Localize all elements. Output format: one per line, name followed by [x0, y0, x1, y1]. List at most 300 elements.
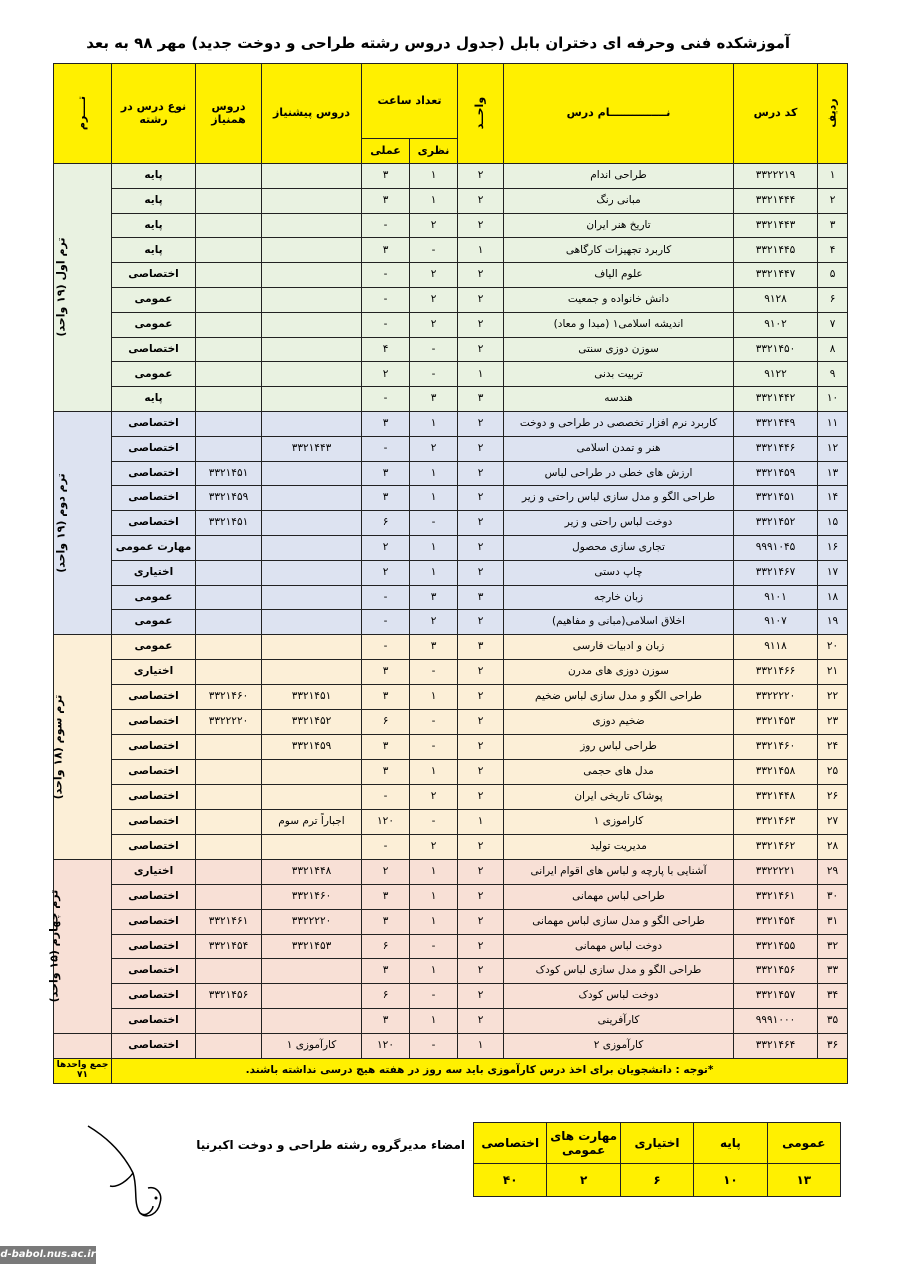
term-empty: [54, 1033, 112, 1058]
course-units: ۲: [458, 735, 504, 760]
course-units: ۲: [458, 660, 504, 685]
course-type: اختصاصی: [112, 959, 196, 984]
course-code: ۳۳۲۱۴۵۷: [734, 984, 818, 1009]
coreq-course: [196, 362, 262, 387]
course-code: ۳۳۲۱۴۴۲: [734, 387, 818, 412]
practical-hours: ۳: [362, 685, 410, 710]
course-code: ۳۳۲۱۴۴۷: [734, 263, 818, 288]
coreq-course: [196, 387, 262, 412]
header-code: کد درس: [734, 64, 818, 164]
course-type: عمومی: [112, 287, 196, 312]
term-label: ترم دوم (۱۹ واحد): [54, 473, 68, 573]
course-units: ۲: [458, 760, 504, 785]
course-row: [54, 461, 848, 486]
note-text: *توجه : دانشجویان برای اخذ درس کارآموزی باید سه روز در هفته هیچ درسی نداشته باشند.: [112, 1058, 848, 1083]
course-row: [54, 362, 848, 387]
course-type: اختصاصی: [112, 337, 196, 362]
course-name: تاریخ هنر ایران: [504, 213, 734, 238]
course-units: ۲: [458, 461, 504, 486]
course-units: ۲: [458, 436, 504, 461]
course-row: [54, 585, 848, 610]
row-number: ۴: [818, 238, 848, 263]
prereq-course: ۳۳۲۱۴۴۸: [262, 860, 362, 885]
practical-hours: ۶: [362, 984, 410, 1009]
course-code: ۹۱۲۲: [734, 362, 818, 387]
theory-hours: -: [410, 238, 458, 263]
prereq-course: [262, 411, 362, 436]
course-name: ارزش های خطی در طراحی لباس: [504, 461, 734, 486]
theory-hours: -: [410, 810, 458, 835]
coreq-course: [196, 959, 262, 984]
course-row: [54, 287, 848, 312]
practical-hours: ۲: [362, 362, 410, 387]
course-code: ۳۳۲۱۴۶۶: [734, 660, 818, 685]
course-name: هندسه: [504, 387, 734, 412]
course-type: مهارت عمومی: [112, 535, 196, 560]
prereq-course: کارآموزی ۱: [262, 1033, 362, 1058]
course-code: ۳۳۲۱۴۶۷: [734, 560, 818, 585]
course-units: ۳: [458, 635, 504, 660]
summary-value: ۱۳: [767, 1164, 840, 1197]
term-label: ترم چهارم (۱۵ واحد): [47, 889, 61, 1003]
summary-label: پایه: [694, 1123, 767, 1164]
course-name: طراحی الگو و مدل سازی لباس ضخیم: [504, 685, 734, 710]
theory-hours: ۲: [410, 835, 458, 860]
row-number: ۳۱: [818, 909, 848, 934]
row-number: ۲۹: [818, 860, 848, 885]
coreq-course: [196, 164, 262, 189]
prereq-course: [262, 486, 362, 511]
course-code: ۳۳۲۱۴۵۸: [734, 760, 818, 785]
theory-hours: -: [410, 511, 458, 536]
theory-hours: ۱: [410, 860, 458, 885]
course-type: اختصاصی: [112, 884, 196, 909]
row-number: ۱۷: [818, 560, 848, 585]
row-number: ۱۸: [818, 585, 848, 610]
course-units: ۲: [458, 835, 504, 860]
row-number: ۲: [818, 188, 848, 213]
course-type: اختصاصی: [112, 486, 196, 511]
term-label: ترم اول (۱۹ واحد): [54, 237, 68, 337]
row-number: ۲۲: [818, 685, 848, 710]
course-row: [54, 387, 848, 412]
practical-hours: -: [362, 610, 410, 635]
prereq-course: ۳۳۲۱۴۴۳: [262, 436, 362, 461]
course-units: ۱: [458, 1033, 504, 1058]
coreq-course: [196, 760, 262, 785]
course-type: اختصاصی: [112, 984, 196, 1009]
theory-hours: ۲: [410, 610, 458, 635]
coreq-course: [196, 213, 262, 238]
prereq-course: [262, 984, 362, 1009]
row-number: ۱۴: [818, 486, 848, 511]
course-type: پایه: [112, 387, 196, 412]
practical-hours: -: [362, 312, 410, 337]
course-code: ۹۱۱۸: [734, 635, 818, 660]
theory-hours: ۱: [410, 909, 458, 934]
course-type: عمومی: [112, 585, 196, 610]
course-name: طراحی الگو و مدل سازی لباس کودک: [504, 959, 734, 984]
practical-hours: ۳: [362, 238, 410, 263]
summary-value: ۲: [547, 1164, 620, 1197]
practical-hours: ۳: [362, 760, 410, 785]
course-name: هنر و تمدن اسلامی: [504, 436, 734, 461]
course-name: چاپ دستی: [504, 560, 734, 585]
course-row: [54, 1008, 848, 1033]
course-row: [54, 635, 848, 660]
coreq-course: ۳۳۲۱۴۶۱: [196, 909, 262, 934]
course-units: ۲: [458, 337, 504, 362]
course-code: ۳۳۲۱۴۶۳: [734, 810, 818, 835]
course-code: ۹۱۰۷: [734, 610, 818, 635]
row-number: ۱۲: [818, 436, 848, 461]
course-type: اختصاصی: [112, 710, 196, 735]
course-units: ۳: [458, 387, 504, 412]
header-practical: عملی: [362, 139, 410, 164]
theory-hours: ۲: [410, 263, 458, 288]
course-row: [54, 810, 848, 835]
course-row: [54, 785, 848, 810]
course-units: ۲: [458, 560, 504, 585]
course-row: [54, 934, 848, 959]
coreq-course: [196, 635, 262, 660]
practical-hours: -: [362, 387, 410, 412]
prereq-course: [262, 337, 362, 362]
practical-hours: ۱۲۰: [362, 810, 410, 835]
coreq-course: ۳۳۲۱۴۵۹: [196, 486, 262, 511]
practical-hours: -: [362, 835, 410, 860]
practical-hours: ۳: [362, 660, 410, 685]
course-row: [54, 436, 848, 461]
practical-hours: ۳: [362, 735, 410, 760]
row-number: ۶: [818, 287, 848, 312]
course-type: اختصاصی: [112, 835, 196, 860]
course-code: ۳۳۲۱۴۵۴: [734, 909, 818, 934]
course-name: ضخیم دوزی: [504, 710, 734, 735]
course-code: ۳۳۲۱۴۴۹: [734, 411, 818, 436]
row-number: ۸: [818, 337, 848, 362]
theory-hours: -: [410, 934, 458, 959]
course-name: علوم الیاف: [504, 263, 734, 288]
practical-hours: ۴: [362, 337, 410, 362]
course-body: [47, 164, 848, 1059]
prereq-course: ۳۳۲۱۴۵۲: [262, 710, 362, 735]
row-number: ۷: [818, 312, 848, 337]
course-units: ۲: [458, 909, 504, 934]
course-type: عمومی: [112, 362, 196, 387]
row-number: ۲۰: [818, 635, 848, 660]
prereq-course: [262, 238, 362, 263]
course-code: ۹۱۰۲: [734, 312, 818, 337]
theory-hours: ۲: [410, 785, 458, 810]
course-code: ۳۳۲۲۲۲۰: [734, 685, 818, 710]
theory-hours: ۱: [410, 760, 458, 785]
prereq-course: اجباراً ترم سوم: [262, 810, 362, 835]
course-type: عمومی: [112, 635, 196, 660]
coreq-course: [196, 560, 262, 585]
course-type: اختصاصی: [112, 735, 196, 760]
prereq-course: [262, 785, 362, 810]
theory-hours: -: [410, 362, 458, 387]
theory-hours: ۳: [410, 387, 458, 412]
course-row: [54, 213, 848, 238]
theory-hours: -: [410, 660, 458, 685]
practical-hours: -: [362, 635, 410, 660]
course-row: [54, 909, 848, 934]
course-code: ۳۳۲۱۴۴۸: [734, 785, 818, 810]
row-number: ۲۳: [818, 710, 848, 735]
course-row: [54, 486, 848, 511]
course-code: ۹۱۰۱: [734, 585, 818, 610]
prereq-course: [262, 312, 362, 337]
course-name: مدل های حجمی: [504, 760, 734, 785]
row-number: ۳۵: [818, 1008, 848, 1033]
course-code: ۳۳۲۱۴۴۵: [734, 238, 818, 263]
course-name: زبان و ادبیات فارسی: [504, 635, 734, 660]
course-type: اختصاصی: [112, 685, 196, 710]
practical-hours: ۳: [362, 486, 410, 511]
course-row: [54, 337, 848, 362]
course-code: ۳۳۲۱۴۵۶: [734, 959, 818, 984]
practical-hours: -: [362, 785, 410, 810]
course-name: مدیریت تولید: [504, 835, 734, 860]
course-code: ۳۳۲۱۴۵۲: [734, 511, 818, 536]
practical-hours: ۳: [362, 959, 410, 984]
practical-hours: -: [362, 213, 410, 238]
course-code: ۳۳۲۱۴۵۱: [734, 486, 818, 511]
course-name: کارآموزی ۲: [504, 1033, 734, 1058]
practical-hours: ۳: [362, 164, 410, 189]
prereq-course: [262, 461, 362, 486]
course-units: ۲: [458, 710, 504, 735]
prereq-course: ۳۳۲۱۴۵۹: [262, 735, 362, 760]
course-row: [54, 188, 848, 213]
course-type: پایه: [112, 238, 196, 263]
prereq-course: ۳۳۲۲۲۲۰: [262, 909, 362, 934]
course-code: ۳۳۲۱۴۴۳: [734, 213, 818, 238]
course-type: عمومی: [112, 610, 196, 635]
practical-hours: ۳: [362, 461, 410, 486]
course-code: ۳۳۲۱۴۵۹: [734, 461, 818, 486]
theory-hours: ۱: [410, 411, 458, 436]
coreq-course: ۳۳۲۱۴۵۶: [196, 984, 262, 1009]
course-code: ۹۹۹۱۰۰۰: [734, 1008, 818, 1033]
course-row: [54, 760, 848, 785]
course-type: اختصاصی: [112, 760, 196, 785]
course-type: اختیاری: [112, 860, 196, 885]
header-type: نوع درس در رشته: [112, 64, 196, 164]
theory-hours: ۳: [410, 635, 458, 660]
coreq-course: [196, 535, 262, 560]
prereq-course: ۳۳۲۱۴۵۳: [262, 934, 362, 959]
coreq-course: [196, 411, 262, 436]
practical-hours: ۱۲۰: [362, 1033, 410, 1058]
course-name: تربیت بدنی: [504, 362, 734, 387]
course-code: ۳۳۲۱۴۵۰: [734, 337, 818, 362]
course-type: اختصاصی: [112, 1033, 196, 1058]
practical-hours: ۳: [362, 909, 410, 934]
course-row: [54, 610, 848, 635]
summary-label: اختیاری: [620, 1123, 693, 1164]
course-code: ۳۳۲۲۲۲۱: [734, 860, 818, 885]
course-units: ۲: [458, 287, 504, 312]
practical-hours: ۲: [362, 535, 410, 560]
course-name: زبان خارجه: [504, 585, 734, 610]
course-type: عمومی: [112, 312, 196, 337]
theory-hours: ۱: [410, 560, 458, 585]
course-units: ۱: [458, 810, 504, 835]
prereq-course: [262, 188, 362, 213]
theory-hours: -: [410, 735, 458, 760]
course-units: ۲: [458, 535, 504, 560]
course-code: ۳۳۲۱۴۵۵: [734, 934, 818, 959]
course-type: اختصاصی: [112, 436, 196, 461]
prereq-course: [262, 362, 362, 387]
course-code: ۳۳۲۲۲۱۹: [734, 164, 818, 189]
course-name: اخلاق اسلامی(مبانی و مفاهیم): [504, 610, 734, 635]
summary-label: عمومی: [767, 1123, 840, 1164]
course-type: اختصاصی: [112, 511, 196, 536]
course-name: دوخت لباس مهمانی: [504, 934, 734, 959]
theory-hours: ۲: [410, 213, 458, 238]
practical-hours: -: [362, 585, 410, 610]
course-type: پایه: [112, 213, 196, 238]
theory-hours: ۳: [410, 585, 458, 610]
course-row: [54, 238, 848, 263]
coreq-course: [196, 660, 262, 685]
course-row: [54, 535, 848, 560]
course-row: [54, 560, 848, 585]
course-units: ۲: [458, 213, 504, 238]
course-row: [54, 263, 848, 288]
prereq-course: [262, 387, 362, 412]
course-code: ۳۳۲۱۴۶۲: [734, 835, 818, 860]
course-name: طراحی اندام: [504, 164, 734, 189]
theory-hours: ۱: [410, 486, 458, 511]
row-number: ۲۷: [818, 810, 848, 835]
course-type: اختصاصی: [112, 411, 196, 436]
course-code: ۳۳۲۱۴۶۰: [734, 735, 818, 760]
course-name: طراحی لباس مهمانی: [504, 884, 734, 909]
coreq-course: [196, 785, 262, 810]
course-row: [54, 312, 848, 337]
practical-hours: ۲: [362, 560, 410, 585]
coreq-course: [196, 585, 262, 610]
prereq-course: ۳۳۲۱۴۶۰: [262, 884, 362, 909]
course-type: اختصاصی: [112, 1008, 196, 1033]
coreq-course: ۳۳۲۱۴۵۱: [196, 461, 262, 486]
row-number: ۱۳: [818, 461, 848, 486]
header-name: نـــــــــــــــام درس: [504, 64, 734, 164]
prereq-course: [262, 287, 362, 312]
prereq-course: [262, 835, 362, 860]
course-units: ۳: [458, 585, 504, 610]
prereq-course: [262, 610, 362, 635]
theory-hours: -: [410, 984, 458, 1009]
row-number: ۲۱: [818, 660, 848, 685]
course-type: اختصاصی: [112, 785, 196, 810]
theory-hours: ۱: [410, 685, 458, 710]
coreq-course: [196, 860, 262, 885]
summary-value: ۴۰: [474, 1164, 547, 1197]
row-number: ۲۸: [818, 835, 848, 860]
course-units: ۲: [458, 934, 504, 959]
row-number: ۳۴: [818, 984, 848, 1009]
course-units: ۲: [458, 685, 504, 710]
course-row: [54, 411, 848, 436]
course-units: ۲: [458, 511, 504, 536]
course-name: دوخت لباس کودک: [504, 984, 734, 1009]
row-number: ۵: [818, 263, 848, 288]
course-units: ۲: [458, 884, 504, 909]
practical-hours: ۶: [362, 511, 410, 536]
course-name: دوخت لباس راحتی و زیر: [504, 511, 734, 536]
course-units: ۲: [458, 959, 504, 984]
theory-hours: -: [410, 1033, 458, 1058]
header-units: واحــد: [458, 64, 504, 164]
course-units: ۲: [458, 860, 504, 885]
course-code: ۹۹۹۱۰۴۵: [734, 535, 818, 560]
practical-hours: ۳: [362, 188, 410, 213]
course-row: [54, 511, 848, 536]
course-row: [54, 835, 848, 860]
course-name: آشنایی با پارچه و لباس های اقوام ایرانی: [504, 860, 734, 885]
course-name: کارآفرینی: [504, 1008, 734, 1033]
coreq-course: [196, 810, 262, 835]
signature-image: [78, 1118, 188, 1228]
prereq-course: [262, 263, 362, 288]
theory-hours: ۱: [410, 1008, 458, 1033]
coreq-course: [196, 188, 262, 213]
row-number: ۱۱: [818, 411, 848, 436]
summary-table: [473, 1122, 841, 1197]
coreq-course: [196, 287, 262, 312]
course-code: ۳۳۲۱۴۶۴: [734, 1033, 818, 1058]
course-table: [47, 63, 848, 1084]
prereq-course: [262, 660, 362, 685]
course-units: ۲: [458, 785, 504, 810]
summary-label: مهارت های عمومی: [547, 1123, 620, 1164]
prereq-course: [262, 959, 362, 984]
row-number: ۳۲: [818, 934, 848, 959]
practical-hours: ۶: [362, 710, 410, 735]
summary-value: ۶: [620, 1164, 693, 1197]
site-badge: d-babol.nus.ac.ir: [0, 1246, 96, 1264]
coreq-course: [196, 884, 262, 909]
course-code: ۳۳۲۱۴۶۱: [734, 884, 818, 909]
coreq-course: [196, 263, 262, 288]
prereq-course: [262, 635, 362, 660]
course-name: کاراموزی ۱: [504, 810, 734, 835]
course-units: ۲: [458, 486, 504, 511]
signature-label: امضاء مدیرگروه رشته طراحی و دوخت اکبرنیا: [196, 1138, 465, 1152]
total-units: جمع واحدها ۷۱: [54, 1058, 112, 1083]
row-number: ۳۰: [818, 884, 848, 909]
course-row: [54, 959, 848, 984]
course-name: مبانی رنگ: [504, 188, 734, 213]
theory-hours: ۲: [410, 312, 458, 337]
prereq-course: [262, 1008, 362, 1033]
course-code: ۹۱۲۸: [734, 287, 818, 312]
course-row: [54, 735, 848, 760]
practical-hours: -: [362, 263, 410, 288]
course-row: [54, 1033, 848, 1058]
row-number: ۲۵: [818, 760, 848, 785]
course-row: [54, 660, 848, 685]
course-code: ۳۳۲۱۴۴۶: [734, 436, 818, 461]
row-number: ۱: [818, 164, 848, 189]
row-number: ۱۰: [818, 387, 848, 412]
